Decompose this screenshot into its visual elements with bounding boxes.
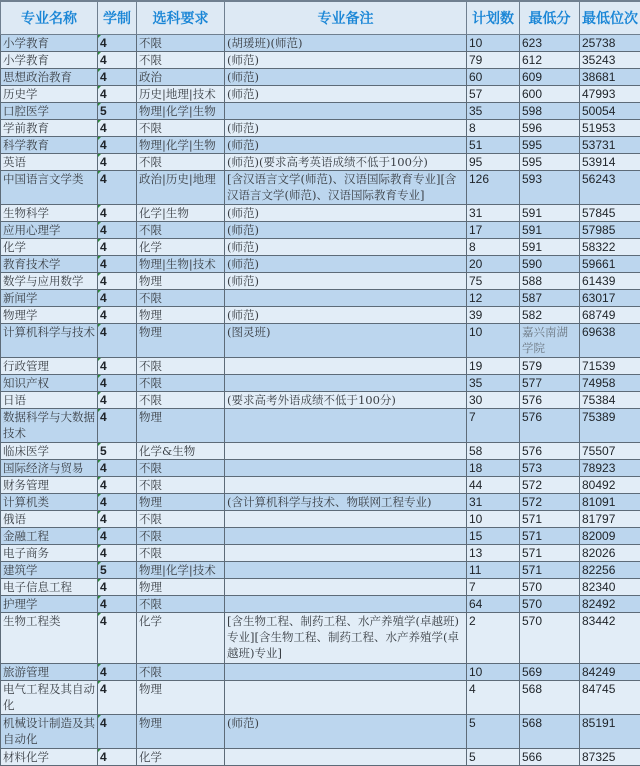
subjects-cell: 历史|地理|技术 <box>137 86 225 103</box>
min-rank-cell: 56243 <box>580 171 640 205</box>
min-score-cell: 570 <box>520 596 580 613</box>
plan-cell: 44 <box>467 477 520 494</box>
table-row <box>1 477 640 494</box>
major-cell: 口腔医学 <box>1 103 98 120</box>
plan-cell: 10 <box>467 664 520 681</box>
min-rank-cell: 58322 <box>580 239 640 256</box>
note-cell: (师范) <box>225 86 467 103</box>
plan-cell: 64 <box>467 596 520 613</box>
plan-cell: 10 <box>467 35 520 52</box>
major-cell: 物理学 <box>1 307 98 324</box>
table-row <box>1 86 640 103</box>
subjects-cell: 化学 <box>137 613 225 664</box>
plan-cell: 2 <box>467 613 520 664</box>
major-cell: 数据科学与大数据技术 <box>1 409 98 443</box>
note-cell <box>225 511 467 528</box>
min-rank-cell: 61439 <box>580 273 640 290</box>
note-cell: [含生物工程、制药工程、水产养殖学(卓越班)专业][含生物工程、制药工程、水产养殖学(卓越班)专业] <box>225 613 467 664</box>
major-cell: 学前教育 <box>1 120 98 137</box>
header-subjects: 选科要求 <box>137 1 225 35</box>
years-cell: 4 <box>98 681 137 715</box>
min-rank-cell: 38681 <box>580 69 640 86</box>
min-score-cell: 609 <box>520 69 580 86</box>
years-cell: 4 <box>98 375 137 392</box>
years-cell: 4 <box>98 69 137 86</box>
note-cell <box>225 409 467 443</box>
major-cell: 新闻学 <box>1 290 98 307</box>
table-row <box>1 103 640 120</box>
note-cell <box>225 749 467 766</box>
note-cell <box>225 290 467 307</box>
subjects-cell: 不限 <box>137 154 225 171</box>
subjects-cell: 不限 <box>137 375 225 392</box>
table-row <box>1 239 640 256</box>
plan-cell: 126 <box>467 171 520 205</box>
min-rank-cell: 83442 <box>580 613 640 664</box>
major-cell: 金融工程 <box>1 528 98 545</box>
min-rank-cell: 75507 <box>580 443 640 460</box>
years-cell: 5 <box>98 103 137 120</box>
plan-cell: 30 <box>467 392 520 409</box>
table-row <box>1 443 640 460</box>
min-rank-cell: 53731 <box>580 137 640 154</box>
min-rank-cell: 82340 <box>580 579 640 596</box>
table-row <box>1 613 640 664</box>
plan-cell: 79 <box>467 52 520 69</box>
major-cell: 生物工程类 <box>1 613 98 664</box>
note-cell: (图灵班) <box>225 324 467 358</box>
plan-cell: 19 <box>467 358 520 375</box>
note-cell <box>225 103 467 120</box>
table-row <box>1 52 640 69</box>
note-cell <box>225 528 467 545</box>
years-cell: 4 <box>98 409 137 443</box>
plan-cell: 31 <box>467 494 520 511</box>
min-rank-cell: 81091 <box>580 494 640 511</box>
note-cell <box>225 681 467 715</box>
min-rank-cell: 68749 <box>580 307 640 324</box>
min-score-cell: 591 <box>520 239 580 256</box>
header-plan: 计划数 <box>467 1 520 35</box>
major-cell: 机械设计制造及其自动化 <box>1 715 98 749</box>
major-cell: 护理学 <box>1 596 98 613</box>
years-cell: 4 <box>98 528 137 545</box>
min-rank-cell: 87325 <box>580 749 640 766</box>
plan-cell: 58 <box>467 443 520 460</box>
min-rank-cell: 50054 <box>580 103 640 120</box>
table-row <box>1 154 640 171</box>
min-score-cell: 571 <box>520 562 580 579</box>
min-score-cell: 572 <box>520 477 580 494</box>
min-score-cell: 576 <box>520 392 580 409</box>
major-cell: 小学教育 <box>1 52 98 69</box>
years-cell: 4 <box>98 137 137 154</box>
note-cell: (含计算机科学与技术、物联网工程专业) <box>225 494 467 511</box>
min-rank-cell: 75384 <box>580 392 640 409</box>
note-cell: (师范) <box>225 273 467 290</box>
years-cell: 4 <box>98 596 137 613</box>
plan-cell: 4 <box>467 681 520 715</box>
min-rank-cell: 84745 <box>580 681 640 715</box>
note-cell: (师范) <box>225 307 467 324</box>
header-row <box>1 1 640 35</box>
min-score-cell: 嘉兴南湖学院 <box>520 324 580 358</box>
subjects-cell: 物理|化学|生物 <box>137 137 225 154</box>
subjects-cell: 不限 <box>137 290 225 307</box>
min-score-cell: 596 <box>520 120 580 137</box>
subjects-cell: 物理 <box>137 494 225 511</box>
subjects-cell: 物理 <box>137 409 225 443</box>
min-score-cell: 587 <box>520 290 580 307</box>
note-cell: (胡瑗班)(师范) <box>225 35 467 52</box>
subjects-cell: 不限 <box>137 52 225 69</box>
years-cell: 4 <box>98 545 137 562</box>
subjects-cell: 化学&生物 <box>137 443 225 460</box>
min-rank-cell: 82492 <box>580 596 640 613</box>
table-row <box>1 69 640 86</box>
years-cell: 4 <box>98 613 137 664</box>
min-score-cell: 612 <box>520 52 580 69</box>
major-cell: 历史学 <box>1 86 98 103</box>
min-rank-cell: 57845 <box>580 205 640 222</box>
major-cell: 电子信息工程 <box>1 579 98 596</box>
years-cell: 4 <box>98 715 137 749</box>
years-cell: 4 <box>98 664 137 681</box>
min-rank-cell: 81797 <box>580 511 640 528</box>
subjects-cell: 物理 <box>137 715 225 749</box>
min-rank-cell: 71539 <box>580 358 640 375</box>
major-cell: 旅游管理 <box>1 664 98 681</box>
min-rank-cell: 82256 <box>580 562 640 579</box>
subjects-cell: 不限 <box>137 477 225 494</box>
header-years: 学制 <box>98 1 137 35</box>
table-row <box>1 375 640 392</box>
table-row <box>1 358 640 375</box>
min-score-cell: 571 <box>520 511 580 528</box>
table-row <box>1 562 640 579</box>
plan-cell: 39 <box>467 307 520 324</box>
table-row <box>1 256 640 273</box>
min-score-cell: 577 <box>520 375 580 392</box>
note-cell: (师范) <box>225 69 467 86</box>
years-cell: 5 <box>98 443 137 460</box>
subjects-cell: 不限 <box>137 528 225 545</box>
plan-cell: 95 <box>467 154 520 171</box>
major-cell: 数学与应用数学 <box>1 273 98 290</box>
min-rank-cell: 59661 <box>580 256 640 273</box>
years-cell: 4 <box>98 358 137 375</box>
min-rank-cell: 25738 <box>580 35 640 52</box>
table-row <box>1 171 640 205</box>
min-score-cell: 590 <box>520 256 580 273</box>
note-cell: (要求高考外语成绩不低于100分) <box>225 392 467 409</box>
table-row <box>1 664 640 681</box>
major-cell: 中国语言文学类 <box>1 171 98 205</box>
table-row <box>1 579 640 596</box>
plan-cell: 13 <box>467 545 520 562</box>
subjects-cell: 不限 <box>137 120 225 137</box>
min-rank-cell: 78923 <box>580 460 640 477</box>
table-row <box>1 35 640 52</box>
years-cell: 4 <box>98 460 137 477</box>
years-cell: 4 <box>98 392 137 409</box>
table-row <box>1 545 640 562</box>
years-cell: 4 <box>98 749 137 766</box>
years-cell: 4 <box>98 239 137 256</box>
min-rank-cell: 82026 <box>580 545 640 562</box>
plan-cell: 11 <box>467 562 520 579</box>
min-score-cell: 568 <box>520 715 580 749</box>
plan-cell: 57 <box>467 86 520 103</box>
major-cell: 国际经济与贸易 <box>1 460 98 477</box>
years-cell: 4 <box>98 222 137 239</box>
table-row <box>1 222 640 239</box>
table-row <box>1 596 640 613</box>
min-score-cell: 568 <box>520 681 580 715</box>
subjects-cell: 不限 <box>137 664 225 681</box>
min-rank-cell: 80492 <box>580 477 640 494</box>
major-cell: 思想政治教育 <box>1 69 98 86</box>
min-score-cell: 576 <box>520 409 580 443</box>
min-score-cell: 572 <box>520 494 580 511</box>
subjects-cell: 不限 <box>137 222 225 239</box>
note-cell <box>225 664 467 681</box>
min-score-cell: 579 <box>520 358 580 375</box>
table-row <box>1 528 640 545</box>
major-cell: 电气工程及其自动化 <box>1 681 98 715</box>
table-row <box>1 511 640 528</box>
plan-cell: 35 <box>467 375 520 392</box>
note-cell <box>225 596 467 613</box>
min-rank-cell: 82009 <box>580 528 640 545</box>
major-cell: 知识产权 <box>1 375 98 392</box>
header-min-rank: 最低位次 <box>580 1 640 35</box>
major-cell: 财务管理 <box>1 477 98 494</box>
major-cell: 英语 <box>1 154 98 171</box>
plan-cell: 35 <box>467 103 520 120</box>
table-row <box>1 392 640 409</box>
subjects-cell: 物理|生物|技术 <box>137 256 225 273</box>
min-score-cell: 582 <box>520 307 580 324</box>
plan-cell: 12 <box>467 290 520 307</box>
min-score-cell: 593 <box>520 171 580 205</box>
min-score-cell: 566 <box>520 749 580 766</box>
note-cell <box>225 477 467 494</box>
years-cell: 4 <box>98 273 137 290</box>
subjects-cell: 物理 <box>137 307 225 324</box>
plan-cell: 51 <box>467 137 520 154</box>
table-row <box>1 137 640 154</box>
plan-cell: 5 <box>467 749 520 766</box>
subjects-cell: 物理 <box>137 273 225 290</box>
min-score-cell: 571 <box>520 545 580 562</box>
plan-cell: 7 <box>467 579 520 596</box>
plan-cell: 20 <box>467 256 520 273</box>
min-score-cell: 595 <box>520 137 580 154</box>
note-cell: (师范)(要求高考英语成绩不低于100分) <box>225 154 467 171</box>
table-row <box>1 273 640 290</box>
note-cell <box>225 562 467 579</box>
min-score-cell: 571 <box>520 528 580 545</box>
plan-cell: 5 <box>467 715 520 749</box>
min-score-cell: 569 <box>520 664 580 681</box>
min-rank-cell: 85191 <box>580 715 640 749</box>
min-rank-cell: 53914 <box>580 154 640 171</box>
header-major: 专业名称 <box>1 1 98 35</box>
major-cell: 俄语 <box>1 511 98 528</box>
plan-cell: 31 <box>467 205 520 222</box>
min-rank-cell: 84249 <box>580 664 640 681</box>
years-cell: 4 <box>98 171 137 205</box>
plan-cell: 10 <box>467 511 520 528</box>
years-cell: 4 <box>98 494 137 511</box>
note-cell: (师范) <box>225 239 467 256</box>
min-score-cell: 576 <box>520 443 580 460</box>
header-note: 专业备注 <box>225 1 467 35</box>
subjects-cell: 物理 <box>137 579 225 596</box>
subjects-cell: 物理 <box>137 681 225 715</box>
major-cell: 材料化学 <box>1 749 98 766</box>
plan-cell: 7 <box>467 409 520 443</box>
table-row <box>1 494 640 511</box>
major-cell: 科学教育 <box>1 137 98 154</box>
min-score-cell: 591 <box>520 205 580 222</box>
major-cell: 计算机类 <box>1 494 98 511</box>
plan-cell: 17 <box>467 222 520 239</box>
subjects-cell: 化学 <box>137 239 225 256</box>
major-cell: 行政管理 <box>1 358 98 375</box>
years-cell: 4 <box>98 477 137 494</box>
years-cell: 4 <box>98 307 137 324</box>
years-cell: 4 <box>98 324 137 358</box>
major-cell: 化学 <box>1 239 98 256</box>
note-cell: (师范) <box>225 205 467 222</box>
years-cell: 4 <box>98 120 137 137</box>
subjects-cell: 化学|生物 <box>137 205 225 222</box>
plan-cell: 8 <box>467 239 520 256</box>
table-row <box>1 460 640 477</box>
table-row <box>1 205 640 222</box>
table-row <box>1 307 640 324</box>
note-cell: [含汉语言文学(师范)、汉语国际教育专业][含汉语言文学(师范)、汉语国际教育专业] <box>225 171 467 205</box>
note-cell: (师范) <box>225 256 467 273</box>
min-score-cell: 595 <box>520 154 580 171</box>
min-rank-cell: 69638 <box>580 324 640 358</box>
major-cell: 计算机科学与技术 <box>1 324 98 358</box>
subjects-cell: 化学 <box>137 749 225 766</box>
years-cell: 4 <box>98 86 137 103</box>
min-score-cell: 588 <box>520 273 580 290</box>
table-row <box>1 409 640 443</box>
table-row <box>1 120 640 137</box>
years-cell: 4 <box>98 205 137 222</box>
subjects-cell: 不限 <box>137 358 225 375</box>
note-cell: (师范) <box>225 715 467 749</box>
subjects-cell: 不限 <box>137 511 225 528</box>
years-cell: 4 <box>98 511 137 528</box>
table-body <box>1 35 640 766</box>
note-cell <box>225 545 467 562</box>
years-cell: 4 <box>98 52 137 69</box>
table-row <box>1 715 640 749</box>
years-cell: 4 <box>98 35 137 52</box>
subjects-cell: 物理 <box>137 324 225 358</box>
note-cell <box>225 460 467 477</box>
subjects-cell: 不限 <box>137 460 225 477</box>
table-row <box>1 749 640 766</box>
min-rank-cell: 63017 <box>580 290 640 307</box>
plan-cell: 8 <box>467 120 520 137</box>
min-score-cell: 570 <box>520 579 580 596</box>
note-cell: (师范) <box>225 222 467 239</box>
years-cell: 4 <box>98 579 137 596</box>
min-score-cell: 570 <box>520 613 580 664</box>
min-score-cell: 623 <box>520 35 580 52</box>
note-cell <box>225 443 467 460</box>
note-cell <box>225 375 467 392</box>
major-cell: 临床医学 <box>1 443 98 460</box>
min-score-cell: 573 <box>520 460 580 477</box>
major-cell: 小学教育 <box>1 35 98 52</box>
min-score-cell: 591 <box>520 222 580 239</box>
years-cell: 4 <box>98 154 137 171</box>
min-rank-cell: 47993 <box>580 86 640 103</box>
note-cell: (师范) <box>225 120 467 137</box>
major-cell: 教育技术学 <box>1 256 98 273</box>
subjects-cell: 政治|历史|地理 <box>137 171 225 205</box>
note-cell: (师范) <box>225 137 467 154</box>
min-rank-cell: 75389 <box>580 409 640 443</box>
major-cell: 建筑学 <box>1 562 98 579</box>
min-rank-cell: 35243 <box>580 52 640 69</box>
header-min-score: 最低分 <box>520 1 580 35</box>
years-cell: 4 <box>98 256 137 273</box>
min-score-cell: 598 <box>520 103 580 120</box>
table-row <box>1 290 640 307</box>
min-rank-cell: 51953 <box>580 120 640 137</box>
table-row <box>1 681 640 715</box>
table-row <box>1 324 640 358</box>
subjects-cell: 物理|化学|生物 <box>137 103 225 120</box>
major-cell: 日语 <box>1 392 98 409</box>
note-cell <box>225 579 467 596</box>
major-cell: 应用心理学 <box>1 222 98 239</box>
major-cell: 电子商务 <box>1 545 98 562</box>
subjects-cell: 不限 <box>137 35 225 52</box>
subjects-cell: 政治 <box>137 69 225 86</box>
min-rank-cell: 74958 <box>580 375 640 392</box>
years-cell: 4 <box>98 290 137 307</box>
subjects-cell: 物理|化学|技术 <box>137 562 225 579</box>
plan-cell: 60 <box>467 69 520 86</box>
plan-cell: 10 <box>467 324 520 358</box>
subjects-cell: 不限 <box>137 392 225 409</box>
note-cell <box>225 358 467 375</box>
note-cell: (师范) <box>225 52 467 69</box>
min-score-cell: 600 <box>520 86 580 103</box>
plan-cell: 75 <box>467 273 520 290</box>
major-cell: 生物科学 <box>1 205 98 222</box>
subjects-cell: 不限 <box>137 596 225 613</box>
years-cell: 5 <box>98 562 137 579</box>
plan-cell: 18 <box>467 460 520 477</box>
subjects-cell: 不限 <box>137 545 225 562</box>
min-rank-cell: 57985 <box>580 222 640 239</box>
plan-cell: 15 <box>467 528 520 545</box>
